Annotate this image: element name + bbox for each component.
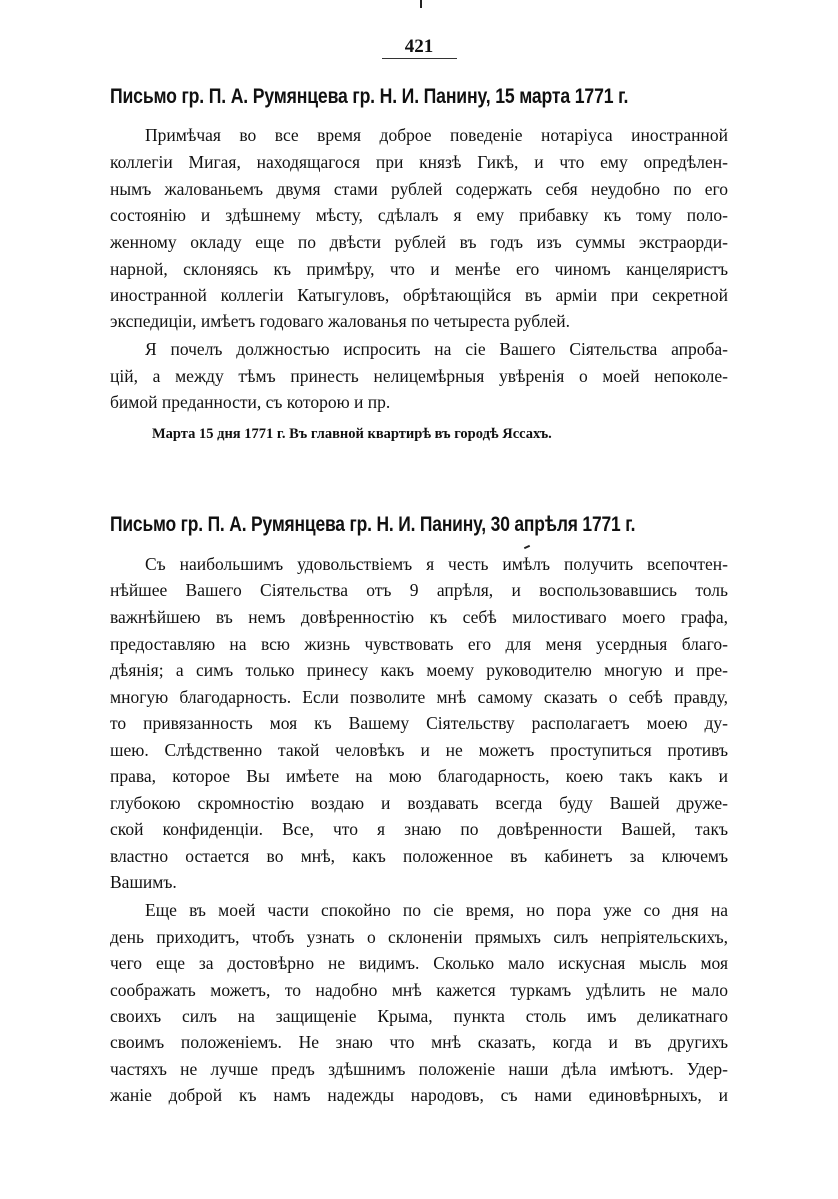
text-line: женному окладу еще по двѣсти рублей въ годъ изъ суммы экстраорди-: [110, 232, 728, 252]
text-line: нѣйшее Вашего Сіятельства отъ 9 апрѣля, и воспользовавшись толь: [110, 580, 728, 600]
text-line: день приходитъ, чтобъ узнать о склоненіи прямыхъ силъ непріятельскихъ,: [110, 927, 728, 947]
text-line: Примѣчая во все время доброе поведеніе нотаріуса иностранной: [145, 125, 728, 145]
page-number-rule: [382, 58, 457, 59]
text-line: экспедиціи, имѣетъ годоваго жалованья по четыреста рублей.: [110, 311, 570, 331]
text-line: цій, а между тѣмъ принесть нелицемѣрныя увѣренія о моей непоколе-: [110, 366, 728, 386]
letter-title: Письмо гр. П. А. Румянцева гр. Н. И. Панину, 30 апрѣля 1771 г.: [110, 513, 636, 536]
page-number: 421: [404, 36, 434, 57]
text-line: соображать можетъ, то надобно мнѣ кажется туркамъ удѣлить не мало: [110, 980, 728, 1000]
text-line: нымъ жалованьемъ двумя стами рублей содержать себя неудобно по его: [110, 179, 728, 199]
text-line: предоставляю на всю жизнь чувствовать его для меня усердныя благо-: [110, 634, 728, 654]
text-line: жаніе доброй къ намъ надежды народовъ, съ нами единовѣрныхъ, и: [110, 1085, 728, 1105]
text-line: нарной, склоняясь къ примѣру, что и менѣе его чиномъ канцеляристъ: [110, 259, 728, 279]
letter-title: Письмо гр. П. А. Румянцева гр. Н. И. Панину, 15 марта 1771 г.: [110, 85, 629, 108]
text-line: дѣянія; а симъ только принесу какъ моему руководителю многую и пре-: [110, 660, 728, 680]
text-line: властно остается во мнѣ, какъ положенное въ кабинетъ за ключемъ: [110, 846, 728, 866]
text-line: шею. Слѣдственно такой человѣкъ и не можетъ проступиться противъ: [110, 740, 728, 760]
text-line: частяхъ не лучше предъ здѣшнимъ положеніе наши дѣла имѣютъ. Удер-: [110, 1059, 728, 1079]
text-line: чего еще за достовѣрно не видимъ. Сколько мало искусная мысль моя: [110, 953, 728, 973]
text-line: Я почелъ должностью испросить на сіе Вашего Сіятельства апроба-: [145, 339, 728, 359]
text-line: Съ наибольшимъ удовольствіемъ я честь имѣлъ получить всепочтен-: [145, 554, 728, 574]
text-line: коллегіи Мигая, находящагося при князѣ Гикѣ, и что ему опредѣлен-: [110, 152, 728, 172]
text-line: права, которое Вы имѣете на мою благодарность, коею такъ какъ и: [110, 766, 728, 786]
text-line: глубокою скромностію воздаю и воздавать всегда буду Вашей друже-: [110, 793, 728, 813]
text-line: бимой преданности, съ которою и пр.: [110, 392, 391, 412]
text-line: важнѣйшею въ немъ довѣренностію къ себѣ милостиваго моего графа,: [110, 607, 728, 627]
text-line: то привязанность моя къ Вашему Сіятельству располагаетъ моею ду-: [110, 713, 728, 733]
scan-mark: [420, 0, 422, 8]
text-line: своимъ положеніемъ. Не знаю что мнѣ сказать, когда и въ другихъ: [110, 1032, 728, 1052]
text-line: Вашимъ.: [110, 872, 177, 892]
text-line: состоянію и здѣшнему мѣсту, сдѣлалъ я ему прибавку къ тому поло-: [110, 205, 728, 225]
text-line: ской конфиденціи. Все, что я знаю по довѣренности Вашей, такъ: [110, 819, 728, 839]
text-line: многую благодарность. Если позволите мнѣ самому сказать о себѣ правду,: [110, 687, 728, 707]
text-line: своихъ силъ на защищеніе Крыма, пункта столь имъ деликатнаго: [110, 1006, 728, 1026]
text-line: иностранной коллегіи Катыгуловъ, обрѣтающійся въ арміи при секретной: [110, 285, 728, 305]
text-line: Еще въ моей части спокойно по сіе время, но пора уже со дня на: [145, 900, 728, 920]
scan-speck: [524, 545, 530, 549]
letter-signature: Марта 15 дня 1771 г. Въ главной квартирѣ въ городѣ Яссахъ.: [152, 426, 552, 442]
